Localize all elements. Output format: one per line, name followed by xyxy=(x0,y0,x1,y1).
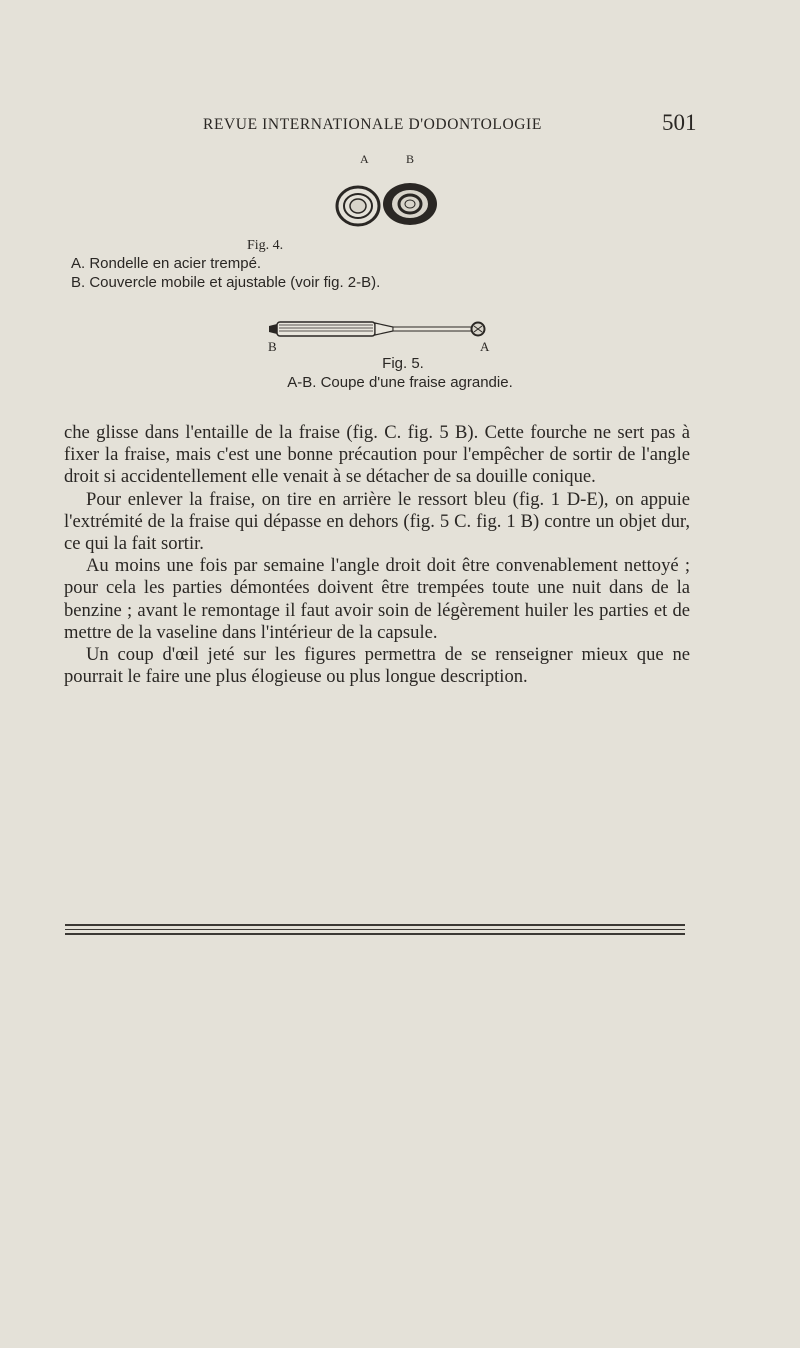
running-title: REVUE INTERNATIONALE D'ODONTOLOGIE xyxy=(203,116,542,133)
paragraph: Au moins une fois par semaine l'angle droit doit être convenablement nettoyé ; pour cela les parties démontées doivent être trempées toute une nuit dans de la benzine ; avant le remontage il faut avoir soin de légèrement huiler les parties et de mettre de la vaseline dans l'intérieur de la capsule. xyxy=(64,555,690,643)
figure-5-label-a: A xyxy=(480,339,490,354)
paragraph: Pour enlever la fraise, on tire en arrière le ressort bleu (fig. 1 D-E), on appuie l'extrémité de la fraise qui dépasse en dehors (fig. 5 C. fig. 1 B) contre un objet dur, ce qui la fait sortir. xyxy=(64,488,690,555)
washer-and-cover-drawing xyxy=(330,178,450,248)
paragraph: che glisse dans l'entaille de la fraise (fig. C. fig. 5 B). Cette fourche ne sert pas à fixer la fraise, mais c'est une bonne précaution pour l'empêcher de sortir de l'angle droit si accidentellement elle venait à se détacher de sa douille conique. xyxy=(64,422,690,488)
figure-5-illustration xyxy=(265,316,495,356)
figure-4-label-b: B xyxy=(406,152,415,166)
cover-b-drawing xyxy=(383,183,437,225)
washer-a-drawing xyxy=(337,187,379,225)
figure-5-legend: A-B. Coupe d'une fraise agrandie. xyxy=(287,374,513,391)
page-number: 501 xyxy=(662,110,697,135)
paragraph: Un coup d'œil jeté sur les figures permettra de se renseigner mieux que ne pourrait le faire une plus élogieuse ou plus longue description. xyxy=(64,644,690,688)
running-head xyxy=(0,112,800,140)
section-end-rule xyxy=(65,924,685,938)
bur-drawing xyxy=(265,316,495,342)
figure-5-caption: Fig. 5. xyxy=(382,355,424,372)
figure-5-caption-block xyxy=(0,354,800,392)
body-text xyxy=(64,422,690,688)
legend-item-b: B. Couvercle mobile et ajustable (voir fig. 2-B). xyxy=(71,274,381,291)
document-page: REVUE INTERNATIONALE D'ODONTOLOGIE 501 A B Fig. 4. A. Rondelle en acier trempé. B. Couvercle mobile et ajustable (voir fig. 2-B). B A Fig. 5. A-B. Coupe d'une fraise agrandie. che glisse dans l'entaille de la fraise (fig. C. fig. 5 B). Cette fourche ne sert pas à fixer la fraise, mais c'est une bonne précaution pour l'empêcher de sortir de l'angle droit si accidentellement elle venait à se détacher de sa douille conique. Pour enlever la fraise, on tire en arrière le ressort bleu (fig. 1 D-E), on appuie l'extrémité de la fraise qui dépasse en dehors (fig. 5 C. fig. 1 B) contre un objet dur, ce qui la fait sortir. Au moins une fois par semaine l'angle droit doit être convenablement nettoyé ; pour cela les parties démontées doivent être trempées toute une nuit dans de la benzine ; avant le remontage il faut avoir soin de légèrement huiler les parties et de mettre de la vaseline dans l'intérieur de la capsule. Un coup d'œil jeté sur les figures permettra de se renseigner mieux que ne pourrait le faire une plus élogieuse ou plus longue description. xyxy=(0,0,800,1348)
figure-4-label-a: A xyxy=(360,152,369,166)
figure-4-illustration xyxy=(330,152,450,262)
figure-5-label-b: B xyxy=(268,339,277,354)
legend-item-a: A. Rondelle en acier trempé. xyxy=(71,255,262,272)
figure-4-legend xyxy=(71,254,380,292)
